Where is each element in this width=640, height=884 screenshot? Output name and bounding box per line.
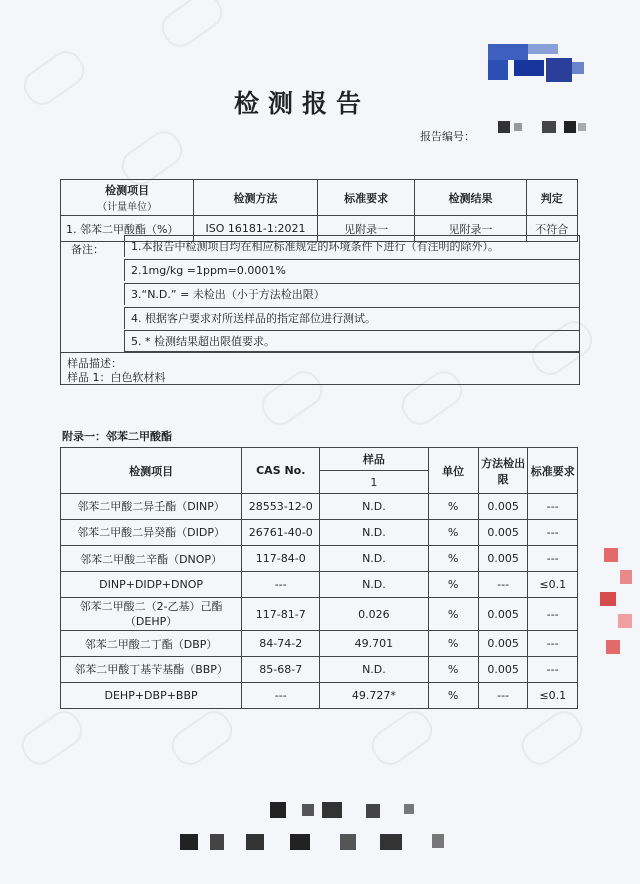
cell-limit: ≤0.1 [528, 572, 578, 598]
cell-cas: --- [242, 683, 320, 709]
cell-value: 49.727* [320, 683, 428, 709]
cell-limit: --- [528, 598, 578, 631]
notes-section [60, 235, 580, 385]
appendix-title: 附录一：邻苯二甲酸酯 [62, 430, 172, 443]
cell-unit: % [428, 546, 478, 572]
cell-cas: 84-74-2 [242, 631, 320, 657]
cell-cas: 117-81-7 [242, 598, 320, 631]
col-cas: CAS No. [242, 448, 320, 494]
note-2: 2.1mg/kg =1ppm=0.0001% [124, 259, 579, 281]
watermark-logo [165, 705, 238, 771]
cell-mdl: 0.005 [478, 520, 528, 546]
cell-value: N.D. [320, 494, 428, 520]
page-title: 检测报告 [233, 89, 370, 118]
appendix-rows [61, 494, 578, 709]
summary-result: 见附录一 [415, 216, 526, 242]
col-limit: 标准要求 [528, 448, 578, 494]
header-verdict: 判定 [526, 180, 578, 216]
report-number-label: 报告编号： [420, 130, 475, 143]
cell-item: DEHP+DBP+BBP [61, 683, 242, 709]
cell-mdl: --- [478, 683, 528, 709]
cell-item: 邻苯二甲酸二异壬酯（DINP） [61, 494, 242, 520]
notes-label: 备注： [71, 243, 104, 256]
cell-limit: --- [528, 631, 578, 657]
watermark-logo [515, 705, 588, 771]
watermark-logo [365, 705, 438, 771]
col-sample: 样品 [320, 448, 428, 471]
sample-1-desc: 样品 1：白色软材料 [67, 371, 166, 384]
cell-value: N.D. [320, 657, 428, 683]
cell-limit: --- [528, 657, 578, 683]
header-method: 检测方法 [194, 180, 318, 216]
cell-cas: 28553-12-0 [242, 494, 320, 520]
cell-value: 0.026 [320, 598, 428, 631]
cell-limit: --- [528, 494, 578, 520]
sample-desc-label: 样品描述： [67, 357, 122, 370]
note-3: 3.“N.D.” = 未检出（小于方法检出限） [124, 283, 579, 305]
cell-item: 邻苯二甲酸二丁酯（DBP） [61, 631, 242, 657]
col-item: 检测项目 [61, 448, 242, 494]
cell-unit: % [428, 683, 478, 709]
cell-unit: % [428, 494, 478, 520]
cell-limit: --- [528, 546, 578, 572]
cell-limit: ≤0.1 [528, 683, 578, 709]
table-row [61, 683, 578, 709]
table-row [61, 494, 578, 520]
cell-item: 邻苯二甲酸丁基苄基酯（BBP） [61, 657, 242, 683]
cell-item: 邻苯二甲酸二（2-乙基）己酯（DEHP） [61, 598, 242, 631]
header-standard: 标准要求 [317, 180, 415, 216]
col-unit: 单位 [428, 448, 478, 494]
cell-cas: --- [242, 572, 320, 598]
note-1: 1.本报告中检测项目均在相应标准规定的环境条件下进行（有注明的除外）。 [124, 235, 579, 257]
cell-unit: % [428, 631, 478, 657]
cell-mdl: 0.005 [478, 546, 528, 572]
summary-method: ISO 16181-1:2021 [194, 216, 318, 242]
cell-limit: --- [528, 520, 578, 546]
cell-value: N.D. [320, 520, 428, 546]
cell-cas: 26761-40-0 [242, 520, 320, 546]
col-sample-no: 1 [320, 471, 428, 494]
redacted-seal [600, 548, 640, 658]
summary-item: 1. 邻苯二甲酸酯（%） [61, 216, 194, 242]
summary-table [60, 179, 578, 242]
cell-unit: % [428, 657, 478, 683]
table-row [61, 631, 578, 657]
cell-item: 邻苯二甲酸二异癸酯（DIDP） [61, 520, 242, 546]
cell-mdl: 0.005 [478, 494, 528, 520]
header-item: 检测项目 （计量单位） [61, 180, 194, 216]
note-5: 5. * 检测结果超出限值要求。 [124, 330, 579, 352]
cell-value: 49.701 [320, 631, 428, 657]
redacted-address [180, 832, 470, 852]
cell-unit: % [428, 520, 478, 546]
summary-standard: 见附录一 [317, 216, 415, 242]
table-row [61, 657, 578, 683]
table-row [61, 598, 578, 631]
appendix-table [60, 447, 578, 709]
redacted-logo [488, 44, 584, 84]
cell-cas: 85-68-7 [242, 657, 320, 683]
cell-item: DINP+DIDP+DNOP [61, 572, 242, 598]
redacted-stamp [270, 800, 430, 820]
col-mdl: 方法检出限 [478, 448, 528, 494]
note-4: 4. 根据客户要求对所送样品的指定部位进行测试。 [124, 307, 579, 329]
cell-value: N.D. [320, 572, 428, 598]
cell-unit: % [428, 598, 478, 631]
cell-mdl: 0.005 [478, 598, 528, 631]
table-row [61, 572, 578, 598]
cell-value: N.D. [320, 546, 428, 572]
watermark-logo [15, 705, 88, 771]
table-row [61, 520, 578, 546]
header-result: 检测结果 [415, 180, 526, 216]
cell-mdl: 0.005 [478, 657, 528, 683]
redacted-report-number [498, 121, 588, 133]
cell-unit: % [428, 572, 478, 598]
cell-mdl: --- [478, 572, 528, 598]
summary-verdict: 不符合 [526, 216, 578, 242]
cell-mdl: 0.005 [478, 631, 528, 657]
cell-cas: 117-84-0 [242, 546, 320, 572]
table-row [61, 546, 578, 572]
cell-item: 邻苯二甲酸二辛酯（DNOP） [61, 546, 242, 572]
watermark-logo [155, 0, 228, 53]
